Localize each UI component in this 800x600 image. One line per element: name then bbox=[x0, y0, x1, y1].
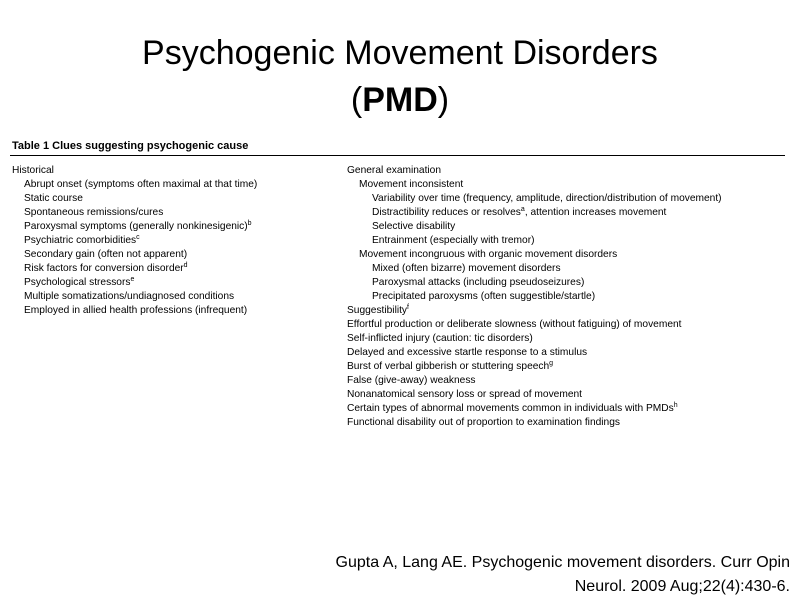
row-text-tail: , attention increases movement bbox=[524, 207, 667, 218]
table-row bbox=[347, 360, 787, 374]
slide-title-line2 bbox=[0, 77, 800, 124]
table-row bbox=[347, 332, 787, 346]
table-row bbox=[347, 234, 787, 248]
slide-title bbox=[0, 30, 800, 124]
row-text: Risk factors for conversion disorder bbox=[24, 263, 184, 274]
footnote-marker: f bbox=[407, 304, 409, 311]
row-text: Self-inflicted injury (caution: tic disorders) bbox=[347, 333, 533, 344]
row-text: Secondary gain (often not apparent) bbox=[24, 249, 188, 260]
row-text: Delayed and excessive startle response to a stimulus bbox=[347, 347, 588, 358]
slide-title-line1: Psychogenic Movement Disorders bbox=[142, 34, 658, 72]
general-exam-heading: General examination bbox=[347, 165, 442, 176]
table-row bbox=[12, 206, 342, 220]
general-exam-other-list bbox=[347, 304, 787, 430]
historical-list bbox=[12, 178, 342, 318]
table-row bbox=[347, 276, 787, 290]
table-caption: Table 1 Clues suggesting psychogenic cause bbox=[10, 139, 785, 156]
movement-incongruous-heading: Movement incongruous with organic movement disorders bbox=[359, 249, 618, 260]
table-row bbox=[12, 234, 342, 248]
footnote-marker: b bbox=[247, 220, 252, 227]
citation bbox=[190, 551, 790, 599]
table-row bbox=[12, 290, 342, 304]
title-paren-open: ( bbox=[350, 81, 363, 119]
row-text: Distractibility reduces or resolves bbox=[372, 207, 521, 218]
row-text: Psychological stressors bbox=[24, 277, 131, 288]
table-row bbox=[347, 206, 787, 220]
footnote-marker: d bbox=[183, 262, 188, 269]
footnote-marker: g bbox=[549, 360, 554, 367]
footnote-marker: e bbox=[130, 276, 135, 283]
table-row bbox=[347, 346, 787, 360]
table-row bbox=[347, 318, 787, 332]
row-text: Certain types of abnormal movements common in individuals with PMDs bbox=[347, 403, 674, 414]
table-row bbox=[347, 388, 787, 402]
footnote-marker: h bbox=[673, 402, 678, 409]
table-row bbox=[12, 220, 342, 234]
row-text: Paroxysmal attacks (including pseudoseizures) bbox=[372, 277, 585, 288]
row-text: Precipitated paroxysms (often suggestible/startle) bbox=[372, 291, 596, 302]
historical-column bbox=[12, 164, 342, 318]
clues-table bbox=[10, 139, 785, 428]
table-row bbox=[347, 304, 787, 318]
table-row bbox=[347, 290, 787, 304]
row-text: Suggestibility bbox=[347, 305, 408, 316]
row-text: Multiple somatizations/undiagnosed conditions bbox=[24, 291, 235, 302]
table-row bbox=[347, 416, 787, 430]
footnote-marker: c bbox=[136, 234, 140, 241]
table-row bbox=[347, 262, 787, 276]
row-text: Effortful production or deliberate slowness (without fatiguing) of movement bbox=[347, 319, 682, 330]
table-row bbox=[12, 192, 342, 206]
title-paren-close: ) bbox=[437, 81, 450, 119]
row-text: Entrainment (especially with tremor) bbox=[372, 235, 535, 246]
row-text: Selective disability bbox=[372, 221, 456, 232]
title-abbrev: PMD bbox=[362, 81, 438, 119]
row-text: False (give-away) weakness bbox=[347, 375, 476, 386]
table-row bbox=[12, 178, 342, 192]
table-row bbox=[12, 248, 342, 262]
row-text: Abrupt onset (symptoms often maximal at that time) bbox=[24, 179, 258, 190]
movement-incongruous-list bbox=[347, 262, 787, 304]
row-text: Burst of verbal gibberish or stuttering speech bbox=[347, 361, 550, 372]
movement-inconsistent-heading: Movement inconsistent bbox=[359, 179, 464, 190]
row-text: Static course bbox=[24, 193, 83, 204]
row-text: Functional disability out of proportion to examination findings bbox=[347, 417, 620, 428]
table-row bbox=[12, 276, 342, 290]
table-row bbox=[347, 402, 787, 416]
citation-line1: Gupta A, Lang AE. Psychogenic movement disorders. Curr Opin bbox=[335, 554, 790, 571]
row-text: Nonanatomical sensory loss or spread of movement bbox=[347, 389, 582, 400]
general-exam-column bbox=[347, 164, 787, 430]
footnote-marker: a bbox=[520, 206, 525, 213]
table-row bbox=[347, 374, 787, 388]
row-text: Spontaneous remissions/cures bbox=[24, 207, 164, 218]
table-row bbox=[347, 192, 787, 206]
row-text: Employed in allied health professions (infrequent) bbox=[24, 305, 248, 316]
movement-inconsistent-list bbox=[347, 192, 787, 248]
table-row bbox=[12, 304, 342, 318]
table-row bbox=[12, 262, 342, 276]
row-text: Paroxysmal symptoms (generally nonkinesigenic) bbox=[24, 221, 248, 232]
row-text: Psychiatric comorbidities bbox=[24, 235, 137, 246]
historical-heading: Historical bbox=[12, 165, 54, 176]
row-text: Variability over time (frequency, amplitude, direction/distribution of movement) bbox=[372, 193, 722, 204]
table-row bbox=[347, 220, 787, 234]
citation-line2: Neurol. 2009 Aug;22(4):430-6. bbox=[574, 578, 790, 595]
row-text: Mixed (often bizarre) movement disorders bbox=[372, 263, 561, 274]
